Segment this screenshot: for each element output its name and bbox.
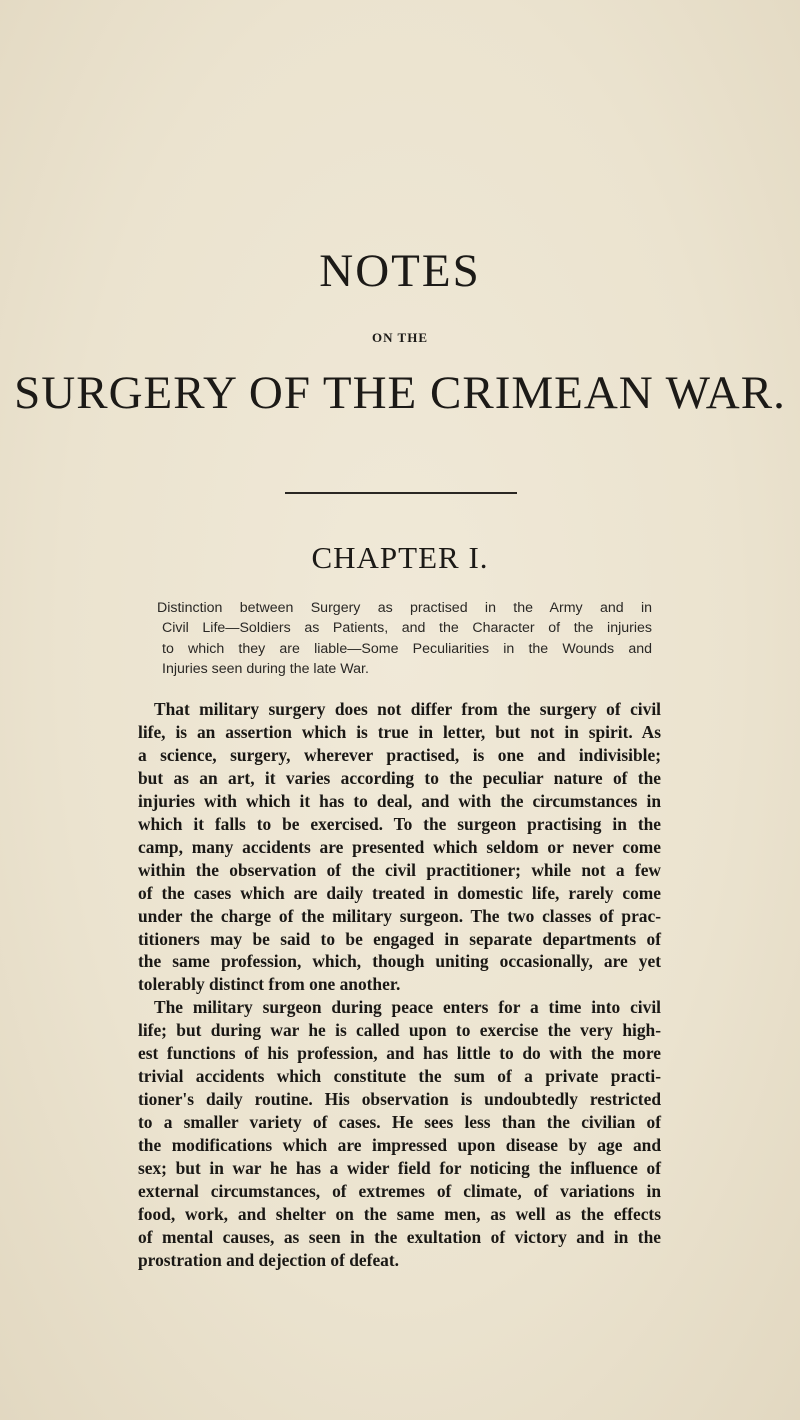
body-line: injuries with which it has to deal, and with the circumstances in: [138, 790, 661, 811]
summary-line: Civil Life—Soldiers as Patients, and the Character of the injuries: [162, 620, 652, 637]
summary-line: Injuries seen during the late War.: [162, 660, 369, 677]
body-line: of mental causes, as seen in the exultation of victory and in the: [138, 1226, 661, 1247]
body-line: life, is an assertion which is true in letter, but not in spirit. As: [138, 721, 661, 742]
body-line: under the charge of the military surgeon. The two classes of prac-: [138, 905, 661, 926]
body-line: est functions of his profession, and has little to do with the more: [138, 1043, 661, 1064]
body-line: titioners may be said to be engaged in separate departments of: [138, 928, 661, 949]
heading-notes: NOTES: [319, 245, 481, 297]
body-line: of the cases which are daily treated in domestic life, rarely come: [138, 882, 661, 903]
body-line: to a smaller variety of cases. He sees less than the civilian of: [138, 1112, 661, 1133]
heading-on-the: ON THE: [372, 330, 428, 345]
body-line: That military surgery does not differ from the surgery of civil: [154, 699, 661, 719]
body-line: The military surgeon during peace enters for a time into civil: [154, 997, 661, 1018]
body-line: tolerably distinct from one another.: [138, 974, 401, 995]
body-line: which it falls to be exercised. To the surgeon practising in the: [138, 813, 661, 834]
heading-book-title: SURGERY OF THE CRIMEAN WAR.: [14, 367, 786, 419]
body-line: camp, many accidents are presented which seldom or never come: [138, 836, 661, 857]
body-line: the modifications which are impressed upon disease by age and: [138, 1135, 661, 1156]
body-line: life; but during war he is called upon to exercise the very high-: [138, 1020, 661, 1041]
title-divider: [285, 492, 517, 494]
body-line: external circumstances, of extremes of climate, of variations in: [138, 1181, 661, 1202]
body-line: food, work, and shelter on the same men, as well as the effects: [138, 1203, 661, 1224]
body-line: tioner's daily routine. His observation is undoubtedly restricted: [138, 1089, 661, 1110]
chapter-summary: [152, 598, 652, 679]
body-line: sex; but in war he has a wider field for noticing the influence of: [138, 1158, 661, 1179]
body-line: the same profession, which, though uniting occasionally, are yet: [138, 951, 661, 972]
body-line: a science, surgery, wherever practised, is one and indivisible;: [138, 744, 661, 765]
summary-line: Distinction between Surgery as practised in the Army and in: [157, 600, 652, 616]
body-line: within the observation of the civil practitioner; while not a few: [138, 859, 661, 880]
summary-line: to which they are liable—Some Peculiarities in the Wounds and: [162, 640, 652, 657]
body-line: trivial accidents which constitute the sum of a private practi-: [138, 1066, 661, 1087]
body-line: but as an art, it varies according to the peculiar nature of the: [138, 767, 661, 788]
chapter-body: [138, 698, 661, 1272]
chapter-title: CHAPTER I.: [311, 540, 489, 575]
body-line: prostration and dejection of defeat.: [138, 1249, 399, 1270]
